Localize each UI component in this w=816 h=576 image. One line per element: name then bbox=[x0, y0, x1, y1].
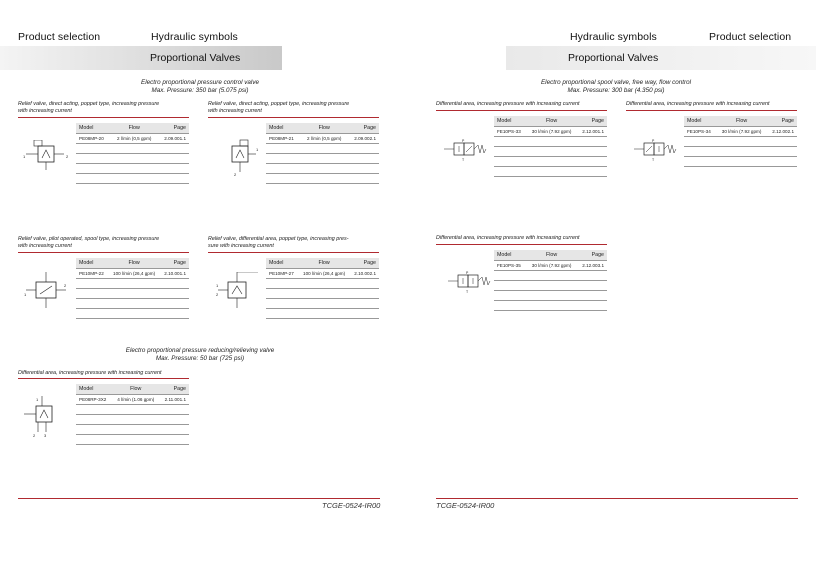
port-label: T bbox=[462, 158, 465, 162]
spec-table bbox=[494, 250, 607, 311]
cell-model: PE10MP-22 bbox=[76, 268, 109, 278]
table-row bbox=[266, 143, 379, 153]
block-divider bbox=[18, 117, 189, 118]
port-label: 2 bbox=[64, 283, 67, 288]
spec-table bbox=[76, 258, 189, 319]
col-model: Model bbox=[76, 384, 112, 394]
table-row bbox=[494, 166, 607, 176]
table-row bbox=[76, 288, 189, 298]
table-header-row bbox=[684, 116, 797, 126]
block-title-line: with increasing current bbox=[208, 108, 262, 114]
block-title-line: Differential area, increasing pressure with increasing current bbox=[436, 235, 580, 241]
cell-model: PE08MP-20 bbox=[76, 133, 111, 143]
col-flow: Flow bbox=[527, 116, 577, 126]
table-row bbox=[266, 278, 379, 288]
footer-divider bbox=[436, 498, 798, 499]
header-product-selection: Product selection bbox=[709, 31, 792, 43]
cell-flow: 2 l/min (0,5 gpm) bbox=[301, 133, 347, 143]
section-band bbox=[0, 46, 282, 70]
document-code: TCGE-0524-IR00 bbox=[322, 501, 381, 510]
col-model: Model bbox=[494, 116, 527, 126]
port-label: 2 bbox=[66, 154, 69, 159]
cell-model: PE08MP-21 bbox=[266, 133, 301, 143]
table-row bbox=[494, 290, 607, 300]
table-row bbox=[76, 278, 189, 288]
cell-page: 2.09.002.1 bbox=[347, 133, 379, 143]
cell-flow: 2 l/min (0,5 gpm) bbox=[111, 133, 157, 143]
block-title bbox=[208, 101, 388, 115]
cell-page: 2.12.003.1 bbox=[577, 260, 607, 270]
relief-valve-symbol-icon bbox=[222, 138, 262, 178]
table-row bbox=[76, 298, 189, 308]
block-title-line: sure with increasing current bbox=[208, 243, 274, 249]
block-title bbox=[18, 370, 218, 377]
section-title-pressure-control bbox=[100, 79, 300, 95]
footer-divider bbox=[18, 498, 380, 499]
table-row bbox=[266, 288, 379, 298]
col-page: Page bbox=[767, 116, 797, 126]
table-row bbox=[76, 133, 189, 143]
section-subtitle: Max. Pressure: 350 bar (5.075 psi) bbox=[151, 87, 249, 94]
cell-page: 2.10.002.1 bbox=[350, 268, 379, 278]
col-page: Page bbox=[160, 258, 189, 268]
block-title-line: Relief valve, pilot operated, spool type, increasing pressure bbox=[18, 236, 160, 242]
col-page: Page bbox=[350, 258, 379, 268]
spec-table bbox=[76, 384, 189, 445]
port-label: P bbox=[462, 139, 465, 143]
block-title-line: Differential area, increasing pressure with increasing current bbox=[626, 101, 770, 107]
table-row bbox=[76, 308, 189, 318]
port-label: 1 bbox=[23, 154, 26, 159]
port-label: P bbox=[652, 139, 655, 143]
block-title bbox=[18, 236, 198, 250]
block-divider bbox=[18, 252, 189, 253]
document-code: TCGE-0524-IR00 bbox=[436, 501, 495, 510]
block-title-line: with increasing current bbox=[18, 108, 72, 114]
table-row bbox=[494, 300, 607, 310]
table-row bbox=[494, 156, 607, 166]
cell-page: 2.11.001.1 bbox=[159, 394, 189, 404]
table-row bbox=[76, 434, 189, 444]
table-row bbox=[494, 136, 607, 146]
col-flow: Flow bbox=[109, 258, 160, 268]
spool-valve-symbol-icon bbox=[632, 138, 688, 164]
table-row bbox=[266, 153, 379, 163]
cell-flow: 30 l/min (7.92 gpm) bbox=[527, 260, 577, 270]
section-title-spool-valve bbox=[516, 79, 716, 95]
table-row bbox=[266, 133, 379, 143]
cell-flow: 100 l/min (26,4 gpm) bbox=[299, 268, 350, 278]
cell-flow: 4 l/min (1.06 gpm) bbox=[112, 394, 159, 404]
differential-relief-valve-symbol-icon bbox=[214, 272, 264, 312]
col-model: Model bbox=[76, 123, 111, 133]
table-row bbox=[494, 146, 607, 156]
col-page: Page bbox=[577, 116, 607, 126]
cell-model: FE10PS-33 bbox=[494, 126, 527, 136]
table-row bbox=[494, 126, 607, 136]
band-title: Proportional Valves bbox=[568, 52, 659, 64]
table-row bbox=[76, 163, 189, 173]
port-label: 1 bbox=[216, 283, 219, 288]
spool-valve-symbol-icon bbox=[442, 138, 498, 164]
table-row bbox=[76, 268, 189, 278]
table-row bbox=[266, 298, 379, 308]
col-model: Model bbox=[76, 258, 109, 268]
table-header-row bbox=[76, 258, 189, 268]
table-header-row bbox=[494, 116, 607, 126]
cell-flow: 30 l/min (7.92 gpm) bbox=[717, 126, 767, 136]
cell-model: PE08RP-3X2 bbox=[76, 394, 112, 404]
table-row bbox=[684, 126, 797, 136]
table-row bbox=[266, 268, 379, 278]
table-row bbox=[76, 424, 189, 434]
cell-page: 2.12.001.1 bbox=[577, 126, 607, 136]
table-row bbox=[76, 394, 189, 404]
section-title: Electro proportional spool valve, free way, flow control bbox=[540, 79, 692, 86]
port-label: 2 bbox=[234, 172, 237, 177]
block-divider bbox=[436, 244, 607, 245]
table-row bbox=[684, 136, 797, 146]
port-label: 2 bbox=[216, 292, 219, 297]
table-row bbox=[684, 146, 797, 156]
col-page: Page bbox=[157, 123, 189, 133]
header-hydraulic-symbols: Hydraulic symbols bbox=[570, 31, 657, 43]
block-title bbox=[18, 101, 198, 115]
header-hydraulic-symbols: Hydraulic symbols bbox=[151, 31, 238, 43]
block-title-line: with increasing current bbox=[18, 243, 72, 249]
cell-model: FE10PS-34 bbox=[684, 126, 717, 136]
block-title-line: Differential area, increasing pressure with increasing current bbox=[436, 101, 580, 107]
block-title bbox=[436, 101, 626, 108]
spec-table bbox=[494, 116, 607, 177]
table-header-row bbox=[76, 123, 189, 133]
block-title-line: Relief valve, direct acting, poppet type, increasing pressure bbox=[18, 101, 160, 107]
table-row bbox=[684, 156, 797, 166]
table-row bbox=[494, 270, 607, 280]
col-page: Page bbox=[159, 384, 189, 394]
col-page: Page bbox=[347, 123, 379, 133]
col-flow: Flow bbox=[111, 123, 157, 133]
pilot-relief-valve-symbol-icon bbox=[22, 272, 72, 312]
port-label: 1 bbox=[256, 147, 259, 152]
cell-page: 2.12.002.1 bbox=[767, 126, 797, 136]
section-subtitle: Max. Pressure: 300 bar (4.350 psi) bbox=[567, 87, 665, 94]
table-row bbox=[76, 173, 189, 183]
table-row bbox=[494, 280, 607, 290]
table-row bbox=[76, 143, 189, 153]
block-title-line: Relief valve, differential area, poppet type, increasing pres- bbox=[208, 236, 349, 242]
section-subtitle: Max. Pressure: 50 bar (725 psi) bbox=[155, 355, 245, 362]
port-label: 1 bbox=[24, 292, 27, 297]
right-page bbox=[408, 0, 816, 576]
cell-model: PE10MP-27 bbox=[266, 268, 299, 278]
port-label: T bbox=[652, 158, 655, 162]
block-title bbox=[436, 235, 626, 242]
cell-page: 2.10.001.1 bbox=[160, 268, 189, 278]
table-row bbox=[266, 308, 379, 318]
section-title: Electro proportional pressure control valve bbox=[141, 79, 259, 86]
table-header-row bbox=[76, 384, 189, 394]
col-model: Model bbox=[494, 250, 527, 260]
cell-flow: 100 l/min (26,4 gpm) bbox=[109, 268, 160, 278]
section-title: Electro proportional pressure reducing/relieving valve bbox=[125, 347, 275, 354]
section-band bbox=[506, 46, 816, 70]
block-title-line: Differential area, increasing pressure with increasing current bbox=[18, 370, 162, 376]
reducing-relieving-valve-symbol-icon bbox=[20, 396, 70, 438]
table-row bbox=[266, 173, 379, 183]
cell-page: 2.09.001.1 bbox=[157, 133, 189, 143]
block-title-line: Relief valve, direct acting, poppet type, increasing pressure bbox=[208, 101, 350, 107]
col-flow: Flow bbox=[299, 258, 350, 268]
port-label: 2 bbox=[33, 433, 36, 438]
col-model: Model bbox=[266, 123, 301, 133]
col-flow: Flow bbox=[717, 116, 767, 126]
block-title bbox=[208, 236, 388, 250]
port-label: P bbox=[466, 271, 469, 275]
spec-table bbox=[76, 123, 189, 184]
band-title: Proportional Valves bbox=[150, 52, 241, 64]
table-header-row bbox=[266, 123, 379, 133]
table-row bbox=[76, 414, 189, 424]
relief-valve-symbol-icon bbox=[22, 140, 72, 176]
col-model: Model bbox=[684, 116, 717, 126]
cell-flow: 30 l/min (7.92 gpm) bbox=[527, 126, 577, 136]
col-flow: Flow bbox=[112, 384, 159, 394]
table-header-row bbox=[494, 250, 607, 260]
spec-table bbox=[684, 116, 797, 167]
table-row bbox=[266, 163, 379, 173]
col-flow: Flow bbox=[301, 123, 347, 133]
table-header-row bbox=[266, 258, 379, 268]
col-page: Page bbox=[577, 250, 607, 260]
col-flow: Flow bbox=[527, 250, 577, 260]
block-divider bbox=[208, 252, 379, 253]
section-title-reducing-relieving bbox=[90, 347, 310, 363]
block-title bbox=[626, 101, 816, 108]
cell-model: FE10PS-35 bbox=[494, 260, 527, 270]
table-row bbox=[494, 260, 607, 270]
block-divider bbox=[208, 117, 379, 118]
table-row bbox=[76, 404, 189, 414]
spec-table bbox=[266, 123, 379, 184]
col-model: Model bbox=[266, 258, 299, 268]
spec-table bbox=[266, 258, 379, 319]
port-label: T bbox=[466, 290, 469, 294]
header-product-selection: Product selection bbox=[18, 31, 101, 43]
port-label: 3 bbox=[44, 433, 47, 438]
port-label: 1 bbox=[36, 397, 39, 402]
table-row bbox=[76, 153, 189, 163]
block-divider bbox=[626, 110, 797, 111]
block-divider bbox=[436, 110, 607, 111]
block-divider bbox=[18, 378, 189, 379]
